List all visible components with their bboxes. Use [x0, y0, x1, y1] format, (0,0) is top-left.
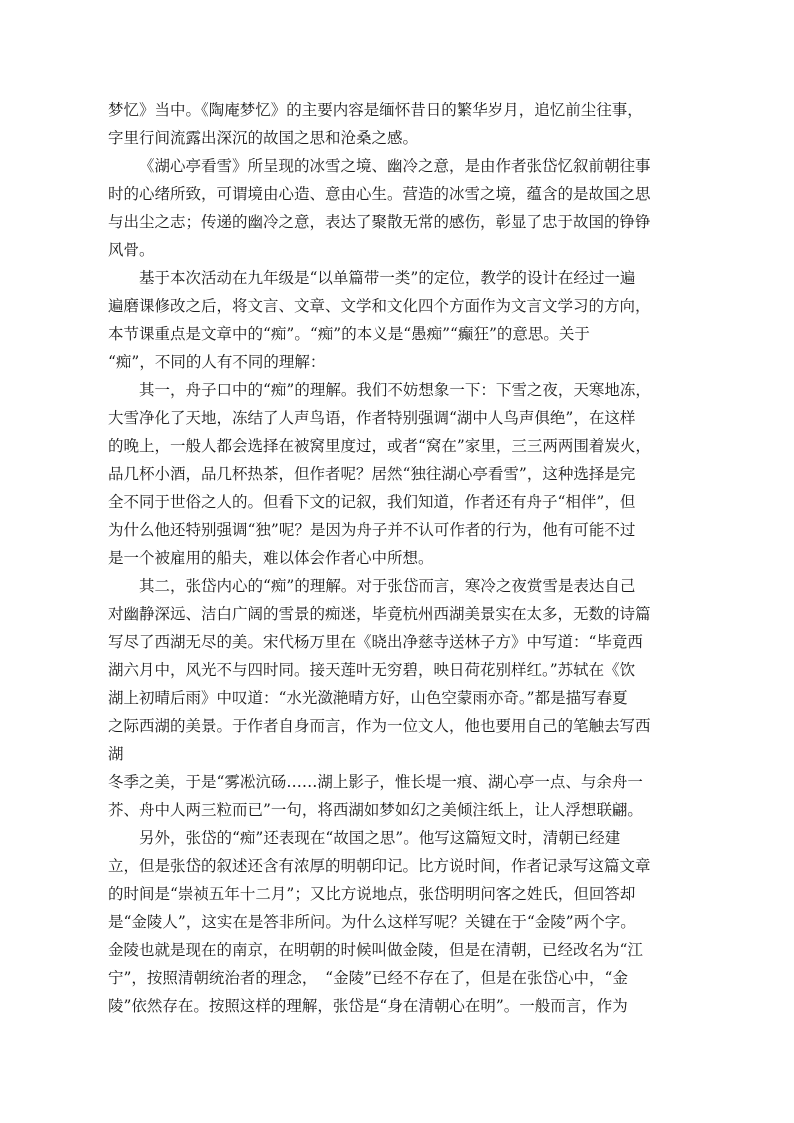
document-body: [108, 96, 688, 1020]
text-line: 湖六月中，风光不与四时同。接天莲叶无穷碧，映日荷花别样红。”苏轼在《饮: [108, 661, 636, 679]
text-line: 是“金陵人”，这实在是答非所问。为什么这样写呢？关键在于“金陵”两个字。: [108, 913, 636, 931]
text-line: 陵”依然存在。按照这样的理解，张岱是“身在清朝心在明”。一般而言，作为: [108, 997, 628, 1015]
text-line: 大雪净化了天地，冻结了人声鸟语，作者特别强调“湖中人鸟声俱绝”，在这样: [108, 409, 636, 427]
text-line: 风骨。: [108, 241, 155, 259]
text-line: “痴”，不同的人有不同的理解：: [108, 353, 326, 371]
text-line: 金陵也就是现在的南京，在明朝的时候叫做金陵，但是在清朝，已经改名为“江: [108, 941, 643, 959]
text-line: 品几杯小酒，品几杯热茶，但作者呢？居然“独往湖心亭看雪”，这种选择是完: [108, 465, 636, 483]
text-line: 与出尘之志；传递的幽冷之意，表达了聚散无常的感伤，彰显了忠于故国的铮铮: [108, 213, 651, 231]
text-line: 为什么他还特别强调“独”呢？是因为舟子并不认可作者的行为，他有可能不过: [108, 521, 636, 539]
text-line: 之际西湖的美景。于作者自身而言，作为一位文人，他也要用自己的笔触去写西: [108, 717, 651, 735]
text-line: 基于本次活动在九年级是“以单篇带一类”的定位，教学的设计在经过一遍: [139, 269, 636, 287]
text-line: 全不同于世俗之人的。但看下文的记叙，我们知道，作者还有舟子“相伴”，但: [108, 493, 636, 511]
text-line: 是一个被雇用的船夫，难以体会作者心中所想。: [108, 549, 434, 567]
text-line: 的时间是“崇祯五年十二月”；又比方说地点，张岱明明问客之姓氏，但回答却: [108, 885, 636, 903]
text-line: 宁”，按照清朝统治者的理念， “金陵”已经不存在了，但是在张岱心中，“金: [108, 969, 628, 987]
text-line: 写尽了西湖无尽的美。宋代杨万里在《晓出净慈寺送林子方》中写道：“毕竟西: [108, 633, 643, 651]
text-line: 的晚上，一般人都会选择在被窝里度过，或者“窝在”家里，三三两两围着炭火，: [108, 437, 651, 455]
text-line: 对幽静深远、洁白广阔的雪景的痴迷，毕竟杭州西湖美景实在太多，无数的诗篇: [108, 605, 651, 623]
text-line: 立，但是张岱的叙述还含有浓厚的明朝印记。比方说时间，作者记录写这篇文章: [108, 857, 651, 875]
text-line: 字里行间流露出深沉的故国之思和沧桑之感。: [108, 129, 419, 147]
text-line: 湖上初晴后雨》中叹道：“水光潋滟晴方好，山色空蒙雨亦奇。”都是描写春夏: [108, 689, 628, 707]
text-line: 本节课重点是文章中的“痴”。“痴”的本义是“愚痴”“癫狂”的意思。关于: [108, 325, 590, 343]
text-line: 芥、舟中人两三粒而已”一句，将西湖如梦如幻之美倾注纸上，让人浮想联翩。: [108, 801, 643, 819]
text-line: 《湖心亭看雪》所呈现的冰雪之境、幽冷之意，是由作者张岱忆叙前朝往事: [139, 157, 651, 175]
text-line: 梦忆》当中。《陶庵梦忆》的主要内容是缅怀昔日的繁华岁月，追忆前尘往事，: [108, 101, 643, 119]
text-line: 冬季之美，于是“雾凇沆砀……湖上影子，惟长堤一痕、湖心亭一点、与余舟一: [108, 773, 643, 791]
text-line: 其一，舟子口中的“痴”的理解。我们不妨想象一下：下雪之夜，天寒地冻，: [139, 381, 651, 399]
text-line: 时的心绪所致，可谓境由心造、意由心生。营造的冰雪之境，蕴含的是故国之思: [108, 185, 651, 203]
text-line: 遍磨课修改之后，将文言、文章、文学和文化四个方面作为文言文学习的方向，: [108, 297, 651, 315]
text-line: 另外，张岱的“痴”还表现在“故国之思”。他写这篇短文时，清朝已经建: [139, 829, 621, 847]
text-line: 其二，张岱内心的“痴”的理解。对于张岱而言，寒冷之夜赏雪是表达自己: [139, 577, 636, 595]
text-line: 湖: [108, 745, 124, 763]
